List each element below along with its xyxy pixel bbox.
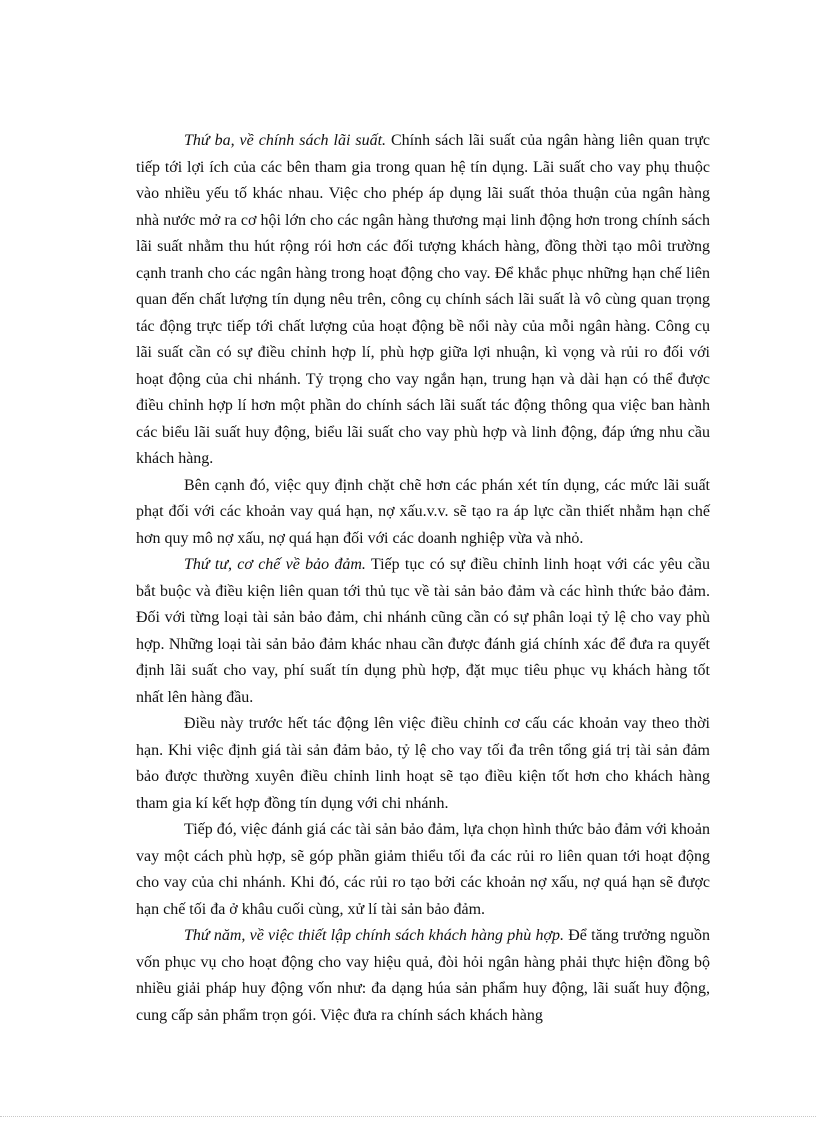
paragraph-lead-heading: Thứ ba, về chính sách lãi suất. bbox=[184, 132, 387, 149]
document-body bbox=[136, 128, 710, 1029]
paragraph-text: Chính sách lãi suất của ngân hàng liên quan trực tiếp tới lợi ích của các bên tham gia trong quan hệ tín dụng. Lãi suất cho vay phụ thuộc vào nhiều yếu tố khác nhau. Việc cho phép áp dụng lãi suất thỏa thuận của ngân hàng nhà nước mở ra cơ hội lớn cho các ngân hàng thương mại linh động hơn trong chính sách lãi suất nhằm thu hút rộng rói hơn các đối tượng khách hàng, đồng thời tạo môi trường cạnh tranh cho các ngân hàng trong hoạt động cho vay. Để khắc phục những hạn chế liên quan đến chất lượng tín dụng nêu trên, công cụ chính sách lãi suất là vô cùng quan trọng tác động trực tiếp tới chất lượng của hoạt động bề nổi này của mỗi ngân hàng. Công cụ lãi suất cần có sự điều chỉnh hợp lí, phù hợp giữa lợi nhuận, kì vọng và rủi ro đối với hoạt động của chi nhánh. Tỷ trọng cho vay ngắn hạn, trung hạn và dài hạn có thể được điều chỉnh hợp lí hơn một phần do chính sách lãi suất tác động thông qua việc ban hành các biểu lãi suất huy động, biểu lãi suất cho vay phù hợp và linh động, đáp ứng nhu cầu khách hàng. bbox=[136, 132, 710, 467]
paragraph-text: Bên cạnh đó, việc quy định chặt chẽ hơn các phán xét tín dụng, các mức lãi suất phạt đối với các khoản vay quá hạn, nợ xấu.v.v. sẽ tạo ra áp lực cần thiết nhằm hạn chế hơn quy mô nợ xấu, nợ quá hạn đối với các doanh nghiệp vừa và nhỏ. bbox=[136, 476, 710, 547]
paragraph-lead-heading: Thứ năm, về việc thiết lập chính sách khách hàng phù hợp. bbox=[184, 927, 565, 944]
paragraph-lead-heading: Thứ tư, cơ chế về bảo đảm. bbox=[184, 556, 366, 573]
page-bottom-divider bbox=[0, 1116, 816, 1117]
paragraph-customer-policy bbox=[136, 923, 710, 1029]
paragraph-text: Tiếp đó, việc đánh giá các tài sản bảo đảm, lựa chọn hình thức bảo đảm với khoản vay một cách phù hợp, sẽ góp phần giảm thiểu tối đa các rủi ro liên quan tới hoạt động cho vay của chi nhánh. Khi đó, các rủi ro tạo bởi các khoản nợ xấu, nợ quá hạn sẽ được hạn chế tối đa ở khâu cuối cùng, xử lí tài sản bảo đảm. bbox=[136, 821, 710, 918]
paragraph-collateral-mechanism bbox=[136, 552, 710, 711]
paragraph-collateral-assessment bbox=[136, 817, 710, 923]
paragraph-text: Để tăng trưởng nguồn vốn phục vụ cho hoạt động cho vay hiệu quả, đòi hỏi ngân hàng phải thực hiện đồng bộ nhiều giải pháp huy động vốn như: đa dạng húa sản phẩm huy động, lãi suất huy động, cung cấp sản phẩm trọn gói. Việc đưa ra chính sách khách hàng bbox=[136, 927, 711, 1024]
paragraph-text: Tiếp tục có sự điều chỉnh linh hoạt với các yêu cầu bắt buộc và điều kiện liên quan tới thủ tục về tài sản bảo đảm và các hình thức bảo đảm. Đối với từng loại tài sản bảo đảm, chi nhánh cũng cần có sự phân loại tỷ lệ cho vay phù hợp. Những loại tài sản bảo đảm khác nhau cần được đánh giá chính xác để đưa ra quyết định lãi suất cho vay, phí suất tín dụng phù hợp, đặt mục tiêu phục vụ khách hàng tốt nhất lên hàng đầu. bbox=[136, 556, 711, 706]
paragraph-text: Điều này trước hết tác động lên việc điều chỉnh cơ cấu các khoản vay theo thời hạn. Khi việc định giá tài sản đảm bảo, tỷ lệ cho vay tối đa trên tổng giá trị tài sản đảm bảo được thường xuyên điều chỉnh linh hoạt sẽ tạo điều kiện tốt hơn cho khách hàng tham gia kí kết hợp đồng tín dụng với chi nhánh. bbox=[136, 715, 710, 812]
paragraph-loan-structure bbox=[136, 711, 710, 817]
paragraph-interest-rate-policy bbox=[136, 128, 710, 473]
paragraph-credit-penalties bbox=[136, 473, 710, 553]
